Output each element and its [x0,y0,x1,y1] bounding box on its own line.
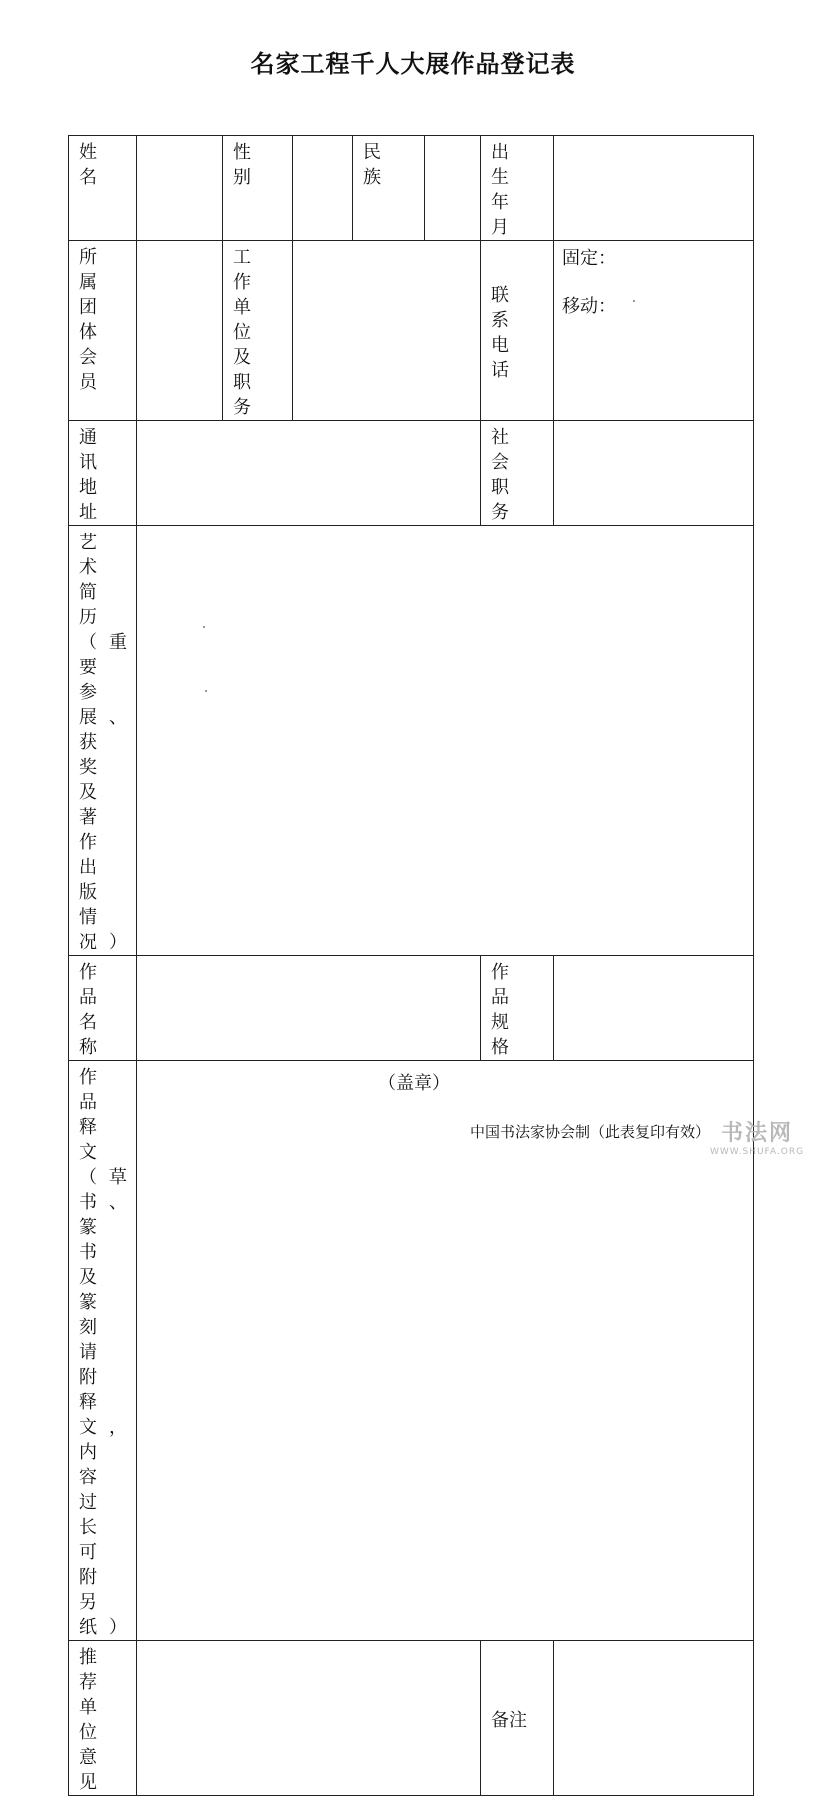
birth-field[interactable] [554,136,754,241]
transcript-label: 作品 释文 （草 书、篆 书及 篆刻 请附 释文， 内容 过长 可附 另纸） [69,1061,137,1641]
bio-label: 艺术 简历 （重 要参 展、获 奖及 著作 出版 情况） [69,526,137,956]
recommend-label: 推荐 单位 意见 [69,1641,137,1796]
work-unit-field[interactable] [293,241,481,421]
row-bio [69,526,754,956]
name-label: 姓名 [69,136,137,241]
seal-placeholder: （盖章） [378,1073,450,1094]
work-unit-label: 工作 单位 及职 务 [223,241,293,421]
gender-label: 性别 [223,136,293,241]
row-transcript [69,1061,754,1641]
form-title: 名家工程千人大展作品登记表 [250,50,576,78]
social-role-label: 社会 职务 [481,421,554,526]
watermark-url: WWW.SHUFA.ORG [709,1147,805,1157]
scan-speck [633,300,635,302]
social-role-field[interactable] [554,421,754,526]
row-association [69,241,754,421]
row-recommend [69,1641,754,1796]
phone-label: 联系 电话 [481,241,554,421]
row-work-info [69,956,754,1061]
association-label: 所属 团体 会员 [69,241,137,421]
work-name-field[interactable] [137,956,481,1061]
remarks-label: 备注 [481,1641,554,1796]
recommend-field[interactable] [137,1641,481,1796]
scan-speck [203,626,205,628]
ethnicity-label: 民族 [353,136,425,241]
work-name-label: 作品 名称 [69,956,137,1061]
footer-note: 中国书法家协会制（此表复印有效） [470,1123,711,1141]
transcript-field[interactable] [137,1061,754,1641]
phone-mobile-label: 移动： [562,296,616,317]
address-label: 通讯 地址 [69,421,137,526]
phone-fixed-label: 固定： [562,248,616,269]
work-spec-field[interactable] [554,956,754,1061]
watermark-logo [698,1116,816,1157]
name-field[interactable] [137,136,223,241]
row-address [69,421,754,526]
work-spec-label: 作品 规格 [481,956,554,1061]
address-field[interactable] [137,421,481,526]
birth-label: 出生 年月 [481,136,554,241]
watermark-text: 书法网 [720,1120,793,1146]
remarks-field[interactable] [554,1641,754,1796]
row-basic-info [69,136,754,241]
registration-form [68,135,754,1796]
bio-field[interactable] [137,526,754,956]
phone-field[interactable] [554,241,754,421]
ethnicity-field[interactable] [425,136,481,241]
association-field[interactable] [137,241,223,421]
gender-field[interactable] [293,136,353,241]
scan-speck [205,690,207,692]
